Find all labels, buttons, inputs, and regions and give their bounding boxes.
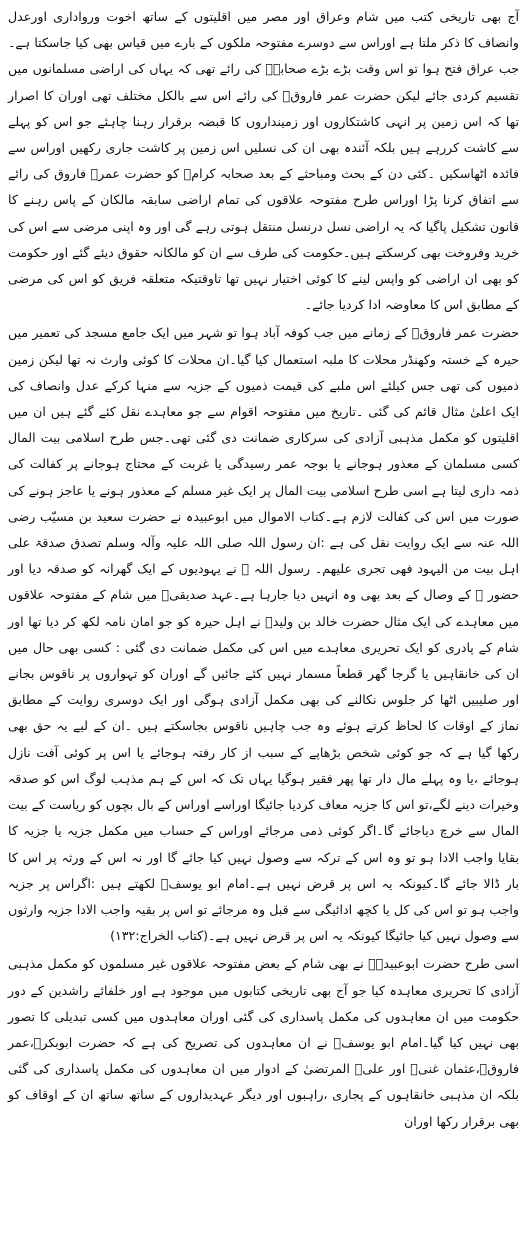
paragraph-iraq-lands: آج بھی تاریخی کتب میں شام وعراق اور مصر میں اقلیتوں کے ساتھ اخوت ورواداری اورعدل وانصاف کا ذکر ملتا ہے اوراس سے دوسرے مفتوحہ ملکوں کے بارے میں قیاس بھی کیا جاسکتا ہے۔ جب عراق فتح ہوا تو اس وقت بڑے بڑے صحابہؓ کی رائے تھی کہ یہاں کی اراضی مسلمانوں میں تقسیم کردی جائے لیکن حضرت عمر فاروقؓ کی رائے اس سے بالکل مختلف تھی اوران کا اصرار تھا کہ اس زمین پر انہی کاشتکاروں اور زمینداروں کا قبضہ برقرار رہنا چاہئے جو اس کو پہلے سے کاشت کررہے ہیں بلکہ آئندہ بھی ان کی نسلیں اس زمین پر کاشت جاری رکھیں اوراس سے فائدہ اٹھاسکیں ۔کئی دن کے بحث ومباحثے کے بعد صحابہ کرامؓ کو حضرت عمرؓ فاروق کی رائے سے اتفاق کرنا پڑا اوراس طرح مفتوحہ علاقوں کی تمام اراضی سابقہ مالکان کے پاس رہنے کا قانون تشکیل پاگیا کہ یہ اراضی نسل درنسل منتقل ہوتی رہے گی اور وہ اپنی مرضی سے اس کی خرید وفروخت بھی کرسکتے ہیں۔حکومت کی طرف سے ان کو مالکانہ حقوق دیئے گئے اور حکومت کو بھی ان اراضی کو واپس لینے کا کوئی اختیار نہیں تھا تاوقتیکہ متعلقہ فریق کو اس کی مرضی کے مطابق اس کا معاوضہ ادا کردیا جائے۔	[8, 9, 519, 313]
paragraph-minority-rights: حضرت عمر فاروقؓ کے زمانے میں جب کوفہ آباد ہوا تو شہر میں ایک جامع مسجد کی تعمیر میں حیرہ کے خستہ وکھنڈر محلات کا ملبہ استعمال کیا گیا۔ان محلات کا کوئی وارث نہ تھا لیکن زمین ذمیوں کی تھی جس کیلئے اس ملبے کی قیمت ذمیوں کے جزیہ سے منہا کرکے عدل وانصاف کی ایک اعلیٰ مثال قائم کی گئی ۔تاریخ میں مفتوحہ اقوام سے جو معاہدے نقل کئے گئے ہیں ان میں اقلیتوں کو مکمل مذہبی آزادی کی سرکاری ضمانت دی گئی تھی۔جس طرح اسلامی بیت المال کسی مسلمان کے معذور ہوجانے یا بوجہ عمر رسیدگی یا غربت کے محتاج ہوجانے پر کفالت کی ذمہ داری لیتا ہے اسی طرح اسلامی بیت المال پر ایک غیر مسلم کے معذور ہونے یا عاجز ہونے کی صورت میں اس کی کفالت لازم ہے۔کتاب الاموال میں ابوعبیدہ نے حضرت سعید بن مسیّب رضی اللہ عنہ سے ایک روایت نقل کی ہے :ان رسول اللہ صلی اللہ علیہ وآلہ وسلم تصدق صدقۃ علی اہل بیت من الیہود فھی تجری علیھم۔ رسول اللہ ﷺ نے یہودیوں کے ایک گھرانہ کو صدقہ دیا اور حضور ﷺ کے وصال کے بعد بھی وہ انہیں دیا جارہا ہے۔عہد صدیقیؓ میں شام کے مفتوحہ علاقوں میں معاہدے کی ایک مثال حضرت خالد بن ولیدؓ نے اہل حیرہ کو جو امان نامہ لکھ کر دیا تھا اور شام کے پادری کو ایک تحریری معاہدے میں اس کی مکمل ضمانت دی گئی : کسی بھی حال میں ان کی خانقاہیں یا گرجا گھر قطعاً مسمار نہیں کئے جائیں گے اوران کو تہواروں پر ناقوس بجانے اور صلیبیں اٹھا کر جلوس نکالنے کی بھی مکمل آزادی ہوگی اور ایک دوسری روایت کے مطابق نماز کے اوقات کا لحاظ کرتے ہوئے وہ جب چاہیں ناقوس بجاسکتے ہیں ۔ان کے لیے یہ حق بھی رکھا گیا ہے کہ جو کوئی شخص بڑھاپے کے سبب از کار رفتہ ہوجائے یا اس پر کوئی آفت نازل ہوجائے ،یا وہ پہلے مال دار تھا پھر فقیر ہوگیا یہاں تک کہ اس کے ہم مذہب لوگ اس کو صدقہ وخیرات دینے لگے،تو اس کا جزیہ معاف کردیا جائیگا اوراسے اوراس کے بال بچوں کو ریاست کے بیت المال سے خرچ دیاجائے گا۔اگر کوئی ذمی مرجائے اوراس کے حساب میں مکمل جزیہ یا جزیہ کا بقایا واجب الادا ہو تو وہ اس کے ترکہ سے وصول نہیں کیا جائے گا اور نہ اس کے ورثہ پر اس کا بار ڈالا جائے گا۔کیونکہ یہ اس پر قرض نہیں ہے۔امام ابو یوسفؒ لکھتے ہیں :اگراس پر جزیہ واجب ہو تو اس کی کل یا کچھ ادائیگی سے قبل وہ مرجائے تو اس پر بقیہ واجب الادا جزیہ وارثوں سے وصول نہیں کیا جائیگا کیونکہ یہ اس پر قرض نہیں ہے۔(کتاب الخراج:۱۳۲)	[8, 325, 519, 944]
paragraph-treaties: اسی طرح حضرت ابوعبیدہؓ نے بھی شام کے بعض مفتوحہ علاقوں غیر مسلموں کو مکمل مذہبی آزادی کا تحریری معاہدہ کیا جو آج بھی تاریخی کتابوں میں موجود ہے اور خلفائے راشدین کے دور حکومت میں ان معاہدوں کی مکمل پاسداری کی گئی اوران معاہدوں میں کسی تبدیلی کا تصور بھی نہیں کیا گیا۔امام ابو یوسفؒ نے ان معاہدوں کی تصریح کی ہے کہ حضرت ابوبکرؓ،عمر فاروقؓ،عثمان غنیؓ اور علیؓ المرتضیٰ کے ادوار میں ان معاہدوں کی مکمل پاسداری کی گئی بلکہ ان مذہبی خانقاہوں کے پجاری ،راہبوں اور دیگر عہدیداروں کے ساتھ ساتھ ان کے اوقاف کو بھی برقرار رکھا اوران	[8, 956, 519, 1129]
